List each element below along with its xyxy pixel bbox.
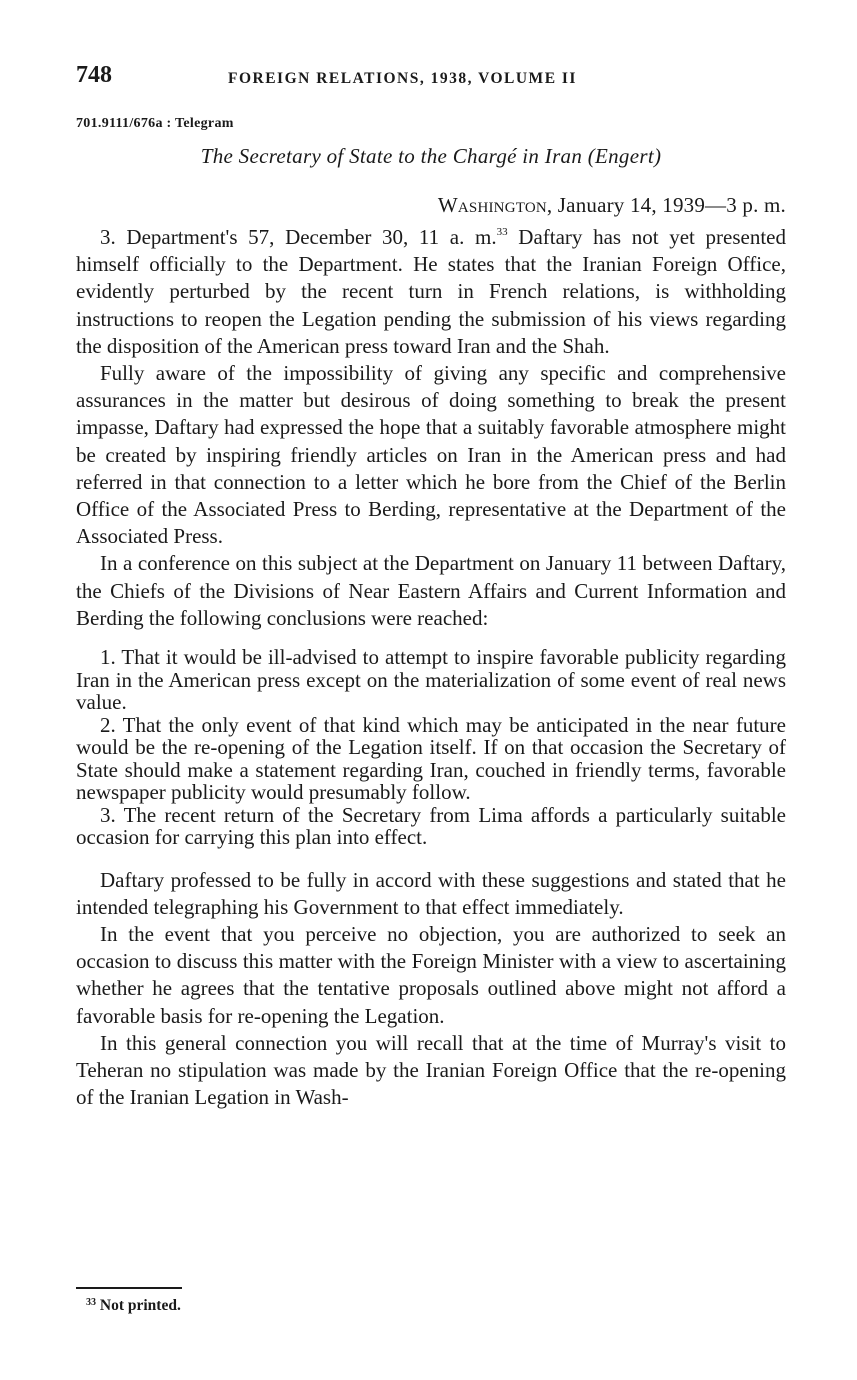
document-title: The Secretary of State to the Chargé in Iran (Engert) xyxy=(200,144,662,168)
document-page xyxy=(76,62,786,1111)
paragraph-4: Daftary professed to be fully in accord with these suggestions and stated that he intended telegraphing his Government to that effect immediately. xyxy=(76,867,786,919)
conclusion-item: 3. The recent return of the Secretary from Lima affords a particularly suitable occasion for carrying this plan into effect. xyxy=(76,802,786,850)
dateline-place: Washington, xyxy=(437,193,553,217)
conclusion-item: 2. That the only event of that kind which may be anticipated in the near future would be the re-opening of the Legation itself. If on that occasion the Secretary of State should make a statement regarding Iran, couched in friendly terms, favorable newspaper publicity would presumably follow. xyxy=(76,712,786,805)
paragraph-6: In this general connection you will recall that at the time of Murray's visit to Teheran no stipulation was made by the Iranian Foreign Office that the re-opening of the Iranian Legation in Wash- xyxy=(76,1030,786,1110)
paragraph-2: Fully aware of the impossibility of giving any specific and comprehensive assurances in the matter but desirous of doing something to break the present impasse, Daftary had expressed the hope that a suitably favorable atmosphere might be created by inspiring friendly articles on Iran in the American press and had referred in that connection to a letter which he bore from the Chief of the Berlin Office of the Associated Press to Berding, representative at the Department of the Associated Press. xyxy=(76,361,786,549)
dateline xyxy=(76,193,786,218)
page-number: 748 xyxy=(76,62,112,88)
paragraph-1-lead: 3. Department's 57, December 30, 11 a. m. xyxy=(100,225,497,249)
running-head: FOREIGN RELATIONS, 1938, VOLUME II xyxy=(228,70,577,87)
paragraph-3: In a conference on this subject at the Department on January 11 between Daftary, the Chiefs of the Divisions of Near Eastern Affairs and Current Information and Berding the following conclusions were reached: xyxy=(76,551,786,630)
footnote xyxy=(86,1297,181,1315)
paragraph-1-rest: Daftary has not yet presented himself officially to the Department. He states that the Iranian Foreign Office, evidently perturbed by the recent turn in French relations, is withholding instructions to reopen the Legation pending the submission of his views regarding the disposition of the American press toward Iran and the Shah. xyxy=(76,225,787,358)
conclusions-list xyxy=(76,646,786,849)
footnote-rule xyxy=(76,1287,182,1289)
telegram-body xyxy=(76,224,786,1111)
conclusion-item: 1. That it would be ill-advised to attempt to inspire favorable publicity regarding Iran in the American press except on the materialization of some event of real news value. xyxy=(76,645,786,715)
footnote-text: Not printed. xyxy=(99,1297,181,1314)
footnote-marker: 33 xyxy=(86,1297,96,1308)
paragraph-5: In the event that you perceive no objection, you are authorized to seek an occasion to discuss this matter with the Foreign Minister with a view to ascertaining whether he agrees that the tentative proposals outlined above might not afford a favorable basis for re-opening the Legation. xyxy=(76,921,786,1028)
dateline-date: January 14, 1939—3 p. m. xyxy=(557,193,786,217)
paragraph-1 xyxy=(76,224,786,360)
file-reference: 701.9111/676a : Telegram xyxy=(76,116,234,131)
page-header xyxy=(76,62,786,102)
footnote-reference: 33 xyxy=(496,226,508,238)
